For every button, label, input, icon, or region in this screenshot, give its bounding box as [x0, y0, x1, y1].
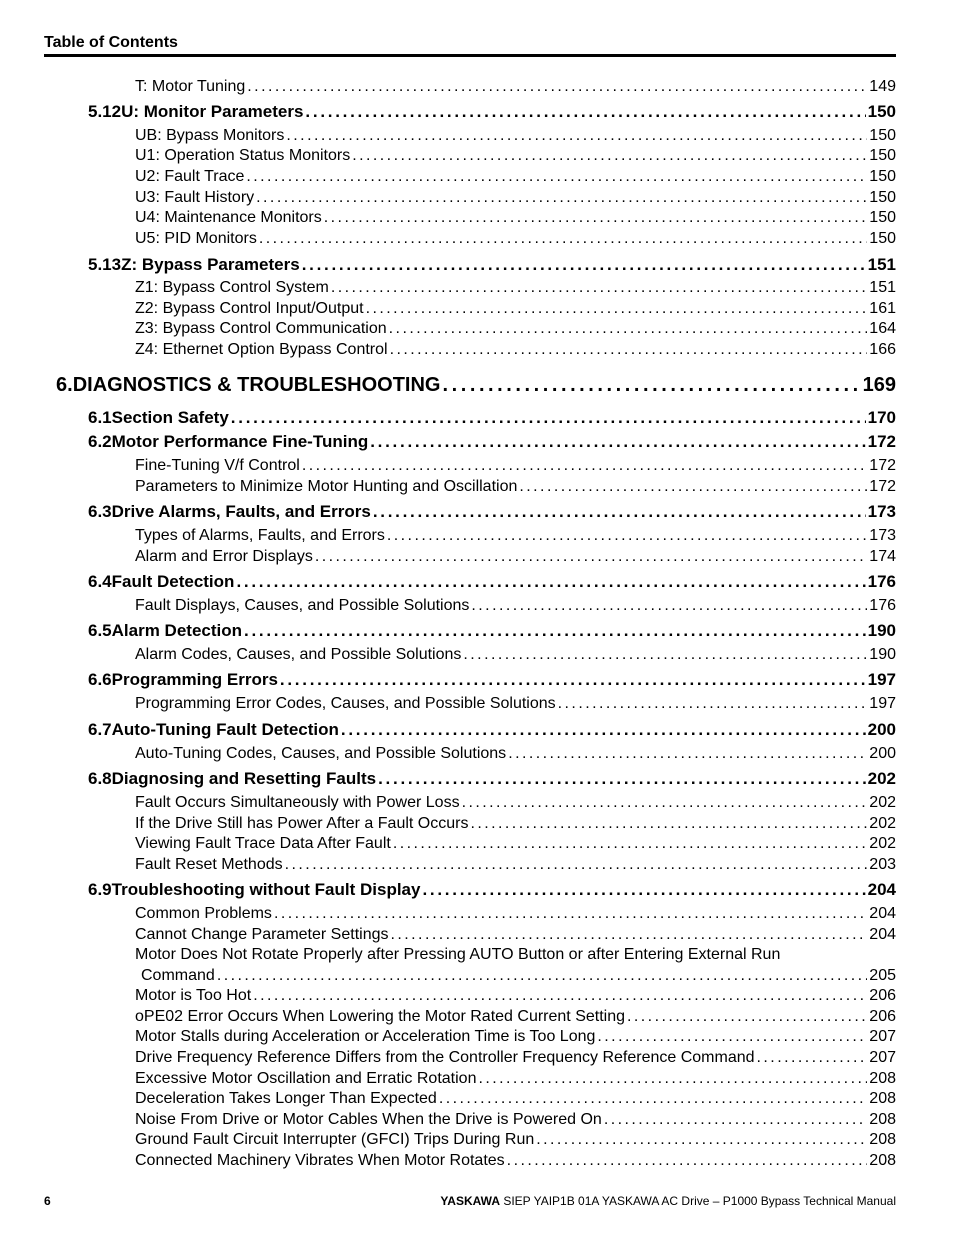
toc-entry[interactable]	[135, 695, 896, 713]
dot-leader	[302, 457, 867, 475]
toc-section[interactable]	[88, 102, 896, 122]
toc-entry[interactable]	[135, 527, 896, 545]
dot-leader	[387, 527, 867, 545]
dot-leader	[470, 815, 867, 833]
toc-entry-title: Drive Alarms, Faults, and Errors	[111, 502, 371, 521]
dot-leader	[331, 279, 867, 297]
toc-page-number: 205	[869, 967, 896, 984]
toc-entry-title: Parameters to Minimize Motor Hunting and Oscillation	[135, 478, 518, 495]
toc-entry-title: Section Safety	[111, 408, 229, 427]
footer-brand: YASKAWA	[440, 1194, 500, 1208]
toc-entry[interactable]	[135, 147, 896, 165]
toc-page-number: 208	[869, 1111, 896, 1128]
toc-entry-title: DIAGNOSTICS & TROUBLESHOOTING	[72, 374, 441, 396]
toc-entry-title: Motor Performance Fine-Tuning	[111, 432, 369, 451]
toc-entry[interactable]	[135, 341, 896, 359]
toc-entry[interactable]	[135, 926, 896, 944]
toc-page-number: 170	[867, 408, 896, 427]
dot-leader	[757, 1049, 868, 1067]
toc-page-number: 202	[869, 815, 896, 832]
dot-leader	[439, 1090, 867, 1108]
toc-page-number: 190	[867, 621, 896, 640]
toc-page-number: 208	[869, 1070, 896, 1087]
dot-leader	[244, 621, 866, 641]
toc-page-number: 206	[869, 1008, 896, 1025]
dot-leader	[341, 720, 866, 740]
toc-section[interactable]	[88, 880, 896, 900]
dot-leader	[315, 548, 867, 566]
dot-leader	[604, 1111, 867, 1129]
toc-entry-title: Auto-Tuning Codes, Causes, and Possible Solutions	[135, 745, 507, 762]
toc-page-number: 150	[869, 209, 896, 226]
dot-leader	[253, 987, 867, 1005]
toc-page-number: 169	[862, 374, 896, 396]
toc-page-number: 190	[869, 646, 896, 663]
toc-page-number: 208	[869, 1152, 896, 1169]
toc-page-number: 176	[867, 572, 896, 591]
toc-section-number: 6.2	[88, 432, 112, 451]
dot-leader	[324, 209, 868, 227]
toc-entry[interactable]	[135, 815, 896, 833]
toc-entry-title: U2: Fault Trace	[135, 168, 245, 185]
toc-section[interactable]	[88, 572, 896, 592]
toc-page-number: 150	[867, 102, 896, 121]
toc-page-number: 204	[869, 905, 896, 922]
toc-entry[interactable]	[135, 1049, 896, 1067]
toc-entry[interactable]	[135, 745, 896, 763]
dot-leader	[389, 320, 868, 338]
toc-entry[interactable]	[141, 967, 896, 985]
toc-page-number: 202	[869, 835, 896, 852]
toc-section-number: 5.12	[88, 102, 122, 121]
toc-entry-title: Drive Frequency Reference Differs from the Controller Frequency Reference Command	[135, 1049, 755, 1066]
dot-leader	[508, 745, 867, 763]
toc-entry[interactable]	[135, 856, 896, 874]
toc-entry[interactable]	[135, 597, 896, 615]
dot-leader	[217, 967, 867, 985]
dot-leader	[390, 341, 868, 359]
toc-page-number: 206	[869, 987, 896, 1004]
toc-entry[interactable]	[135, 78, 896, 96]
toc-section-number: 6.7	[88, 720, 112, 739]
toc-entry-title: Fault Occurs Simultaneously with Power Loss	[135, 794, 460, 811]
toc-entry-title: UB: Bypass Monitors	[135, 127, 285, 144]
toc-entry[interactable]	[135, 1090, 896, 1108]
toc-page-number: 197	[869, 695, 896, 712]
dot-leader	[236, 572, 865, 592]
toc-page-number: 150	[869, 189, 896, 206]
toc-page-number: 151	[867, 255, 896, 274]
dot-leader	[462, 794, 868, 812]
dot-leader	[302, 255, 866, 275]
toc-entry-title: oPE02 Error Occurs When Lowering the Motor Rated Current Setting	[135, 1008, 625, 1025]
toc-page-number: 207	[869, 1028, 896, 1045]
dot-leader	[390, 926, 867, 944]
toc-entry[interactable]	[135, 127, 896, 145]
toc-entry-title: If the Drive Still has Power After a Fault Occurs	[135, 815, 469, 832]
toc-section-number: 6.1	[88, 408, 112, 427]
toc-entry-title: Motor Stalls during Acceleration or Acceleration Time is Too Long	[135, 1028, 596, 1045]
toc-chapter[interactable]	[56, 374, 896, 397]
toc-entry-title: Z2: Bypass Control Input/Output	[135, 300, 364, 317]
toc-page-number: 176	[869, 597, 896, 614]
toc-section-number: 6.3	[88, 502, 112, 521]
toc-entry-title: Alarm Codes, Causes, and Possible Solutions	[135, 646, 462, 663]
toc-page-number: 172	[869, 457, 896, 474]
toc-entry-title: Viewing Fault Trace Data After Fault	[135, 835, 391, 852]
toc-entry-title: Fault Reset Methods	[135, 856, 283, 873]
dot-leader	[366, 300, 868, 318]
toc-page-number: 203	[869, 856, 896, 873]
toc-entry[interactable]	[135, 1008, 896, 1026]
dot-leader	[280, 670, 866, 690]
toc-section-number: 6.9	[88, 880, 112, 899]
dot-leader	[536, 1131, 867, 1149]
toc-entry-title: Fault Displays, Causes, and Possible Solutions	[135, 597, 470, 614]
toc-page-number: 204	[867, 880, 896, 899]
toc-entry-continuation: Command	[141, 967, 215, 984]
toc-entry-title: Z: Bypass Parameters	[121, 255, 300, 274]
toc-entry-title: Motor Does Not Rotate Properly after Pressing AUTO Button or after Entering External Run	[135, 946, 781, 963]
toc-page-number: 208	[869, 1131, 896, 1148]
toc-page-number: 150	[869, 147, 896, 164]
toc-page-number: 172	[869, 478, 896, 495]
toc-entry-title: Common Problems	[135, 905, 272, 922]
dot-leader	[274, 905, 867, 923]
dot-leader	[378, 769, 866, 789]
toc-entry[interactable]	[135, 279, 896, 297]
toc-entry[interactable]	[135, 835, 896, 853]
toc-entry-title: Cannot Change Parameter Settings	[135, 926, 389, 943]
dot-leader	[256, 189, 867, 207]
toc-entry-title: Programming Errors	[111, 670, 278, 689]
dot-leader	[597, 1028, 867, 1046]
toc-page-number: 173	[869, 527, 896, 544]
toc-entry[interactable]	[135, 646, 896, 664]
dot-leader	[246, 168, 867, 186]
toc-page-number: 207	[869, 1049, 896, 1066]
toc-entry-title: Z3: Bypass Control Communication	[135, 320, 387, 337]
dot-leader	[247, 78, 867, 96]
dot-leader	[393, 835, 867, 853]
dot-leader	[305, 102, 865, 122]
toc-entry-title: Diagnosing and Resetting Faults	[111, 769, 377, 788]
toc-entry[interactable]	[135, 1028, 896, 1046]
dot-leader	[471, 597, 867, 615]
toc-entry-title: Z1: Bypass Control System	[135, 279, 329, 296]
toc-entry-title: Programming Error Codes, Causes, and Possible Solutions	[135, 695, 556, 712]
toc-entry-title: T: Motor Tuning	[135, 78, 246, 95]
toc-section[interactable]	[88, 769, 896, 789]
toc-page-number: 172	[867, 432, 896, 451]
dot-leader	[286, 127, 867, 145]
toc-page-number: 202	[867, 769, 896, 788]
toc-section[interactable]	[88, 432, 896, 452]
dot-leader	[259, 230, 867, 248]
toc-page-number: 151	[869, 279, 896, 296]
page-number: 6	[44, 1194, 51, 1208]
toc-page-number: 161	[869, 300, 896, 317]
toc-section-number: 6.4	[88, 572, 112, 591]
dot-leader	[478, 1070, 867, 1088]
footer-manual-title	[440, 1194, 896, 1208]
toc-entry-title: Motor is Too Hot	[135, 987, 252, 1004]
toc-page-number: 150	[869, 127, 896, 144]
dot-leader	[370, 432, 865, 452]
toc-entry[interactable]	[135, 300, 896, 318]
toc-entry[interactable]	[135, 987, 896, 1005]
toc-page-number: 200	[869, 745, 896, 762]
toc-page-number: 202	[869, 794, 896, 811]
toc-entry[interactable]	[135, 794, 896, 812]
toc-entry[interactable]	[135, 189, 896, 207]
dot-leader	[285, 856, 868, 874]
toc-entry-title: Ground Fault Circuit Interrupter (GFCI) Trips During Run	[135, 1131, 535, 1148]
dot-leader	[519, 478, 867, 496]
toc-entry-title: Fine-Tuning V/f Control	[135, 457, 300, 474]
toc-entry-title: Connected Machinery Vibrates When Motor Rotates	[135, 1152, 505, 1169]
footer-manual-name: SIEP YAIP1B 01A YASKAWA AC Drive – P1000 Bypass Technical Manual	[503, 1194, 896, 1208]
toc-entry-title: U5: PID Monitors	[135, 230, 257, 247]
toc-page-number: 204	[869, 926, 896, 943]
toc-entry-title: Troubleshooting without Fault Display	[111, 880, 421, 899]
toc-entry[interactable]	[135, 209, 896, 227]
toc-page-number: 164	[869, 320, 896, 337]
toc-entry-title: Noise From Drive or Motor Cables When the Drive is Powered On	[135, 1111, 602, 1128]
toc-entry-title: Alarm Detection	[111, 621, 243, 640]
toc-section[interactable]	[88, 408, 896, 428]
toc-entry-title: U1: Operation Status Monitors	[135, 147, 351, 164]
toc-entry[interactable]	[135, 1131, 896, 1149]
toc-entry-title: Excessive Motor Oscillation and Erratic Rotation	[135, 1070, 477, 1087]
toc-section[interactable]	[88, 255, 896, 275]
toc-section[interactable]	[88, 502, 896, 522]
toc-entry[interactable]	[135, 230, 896, 248]
toc-section-number: 6.8	[88, 769, 112, 788]
dot-leader	[627, 1008, 867, 1026]
toc-entry-title: U: Monitor Parameters	[121, 102, 304, 121]
toc-entry-title: Auto-Tuning Fault Detection	[111, 720, 339, 739]
dot-leader	[558, 695, 868, 713]
toc-entry[interactable]	[135, 905, 896, 923]
dot-leader	[507, 1152, 868, 1170]
toc-entry-title: U4: Maintenance Monitors	[135, 209, 322, 226]
toc-entry-title: U3: Fault History	[135, 189, 255, 206]
toc-entry[interactable]	[135, 1070, 896, 1088]
toc-entry-title: Alarm and Error Displays	[135, 548, 313, 565]
dot-leader	[373, 502, 866, 522]
toc-section-number: 6.6	[88, 670, 112, 689]
toc-entry-title: Z4: Ethernet Option Bypass Control	[135, 341, 388, 358]
toc-entry[interactable]	[135, 548, 896, 566]
toc-page-number: 200	[867, 720, 896, 739]
toc-page-number: 173	[867, 502, 896, 521]
dot-leader	[442, 374, 860, 397]
toc-section-number: 6.	[56, 374, 73, 396]
toc-page-number: 150	[869, 230, 896, 247]
toc-page-number: 197	[867, 670, 896, 689]
toc-page-number: 166	[869, 341, 896, 358]
page-header-title: Table of Contents	[44, 34, 178, 51]
toc-entry[interactable]	[135, 1152, 896, 1170]
toc-entry[interactable]	[135, 168, 896, 186]
toc-entry[interactable]	[135, 320, 896, 338]
toc-section-number: 5.13	[88, 255, 122, 274]
toc-page-number: 149	[869, 78, 896, 95]
dot-leader	[422, 880, 865, 900]
dot-leader	[463, 646, 867, 664]
toc-page-number: 208	[869, 1090, 896, 1107]
toc-entry-title: Fault Detection	[111, 572, 235, 591]
toc-entry[interactable]	[135, 478, 896, 496]
toc-section-number: 6.5	[88, 621, 112, 640]
dot-leader	[231, 408, 866, 428]
toc-section[interactable]	[88, 621, 896, 641]
toc-entry-title: Types of Alarms, Faults, and Errors	[135, 527, 385, 544]
toc-page-number: 174	[869, 548, 896, 565]
dot-leader	[352, 147, 867, 165]
toc-page-number: 150	[869, 168, 896, 185]
toc-entry[interactable]	[135, 1111, 896, 1129]
toc-section[interactable]	[88, 720, 896, 740]
toc-entry[interactable]	[135, 457, 896, 475]
toc-section[interactable]	[88, 670, 896, 690]
toc-entry-title: Deceleration Takes Longer Than Expected	[135, 1090, 437, 1107]
